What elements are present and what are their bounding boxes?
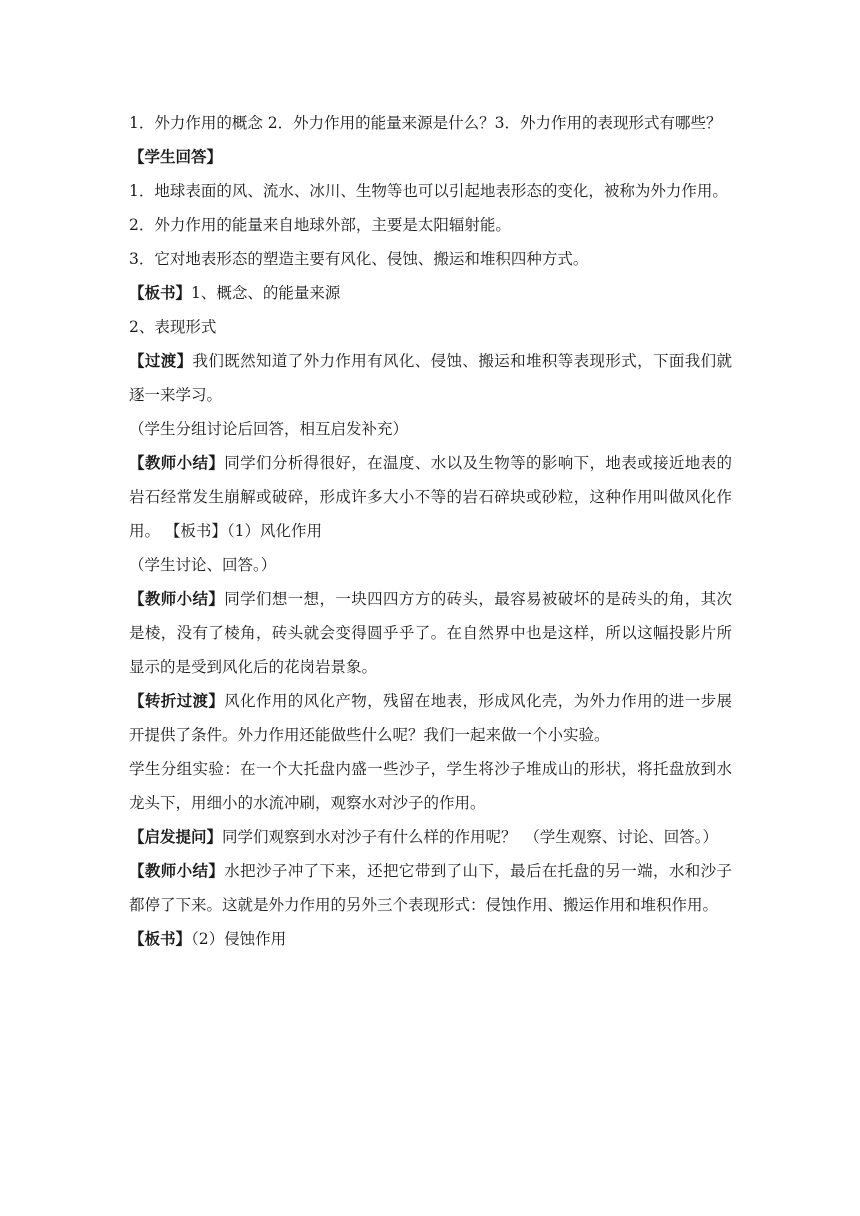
paragraph-board-1 bbox=[129, 276, 732, 310]
paragraph-text: 风化作用的风化产物，残留在地表，形成风化壳，为外力作用的进一步展开提供了条件。外力作用还能做些什么呢？我们一起来做一个小实验。 bbox=[129, 692, 732, 744]
paragraph-text: 同学们观察到水对沙子有什么样的作用呢？ （学生观察、讨论、回答。） bbox=[222, 828, 719, 846]
paragraph-tag: 【教师小结】 bbox=[129, 589, 225, 608]
paragraph-student-discussion bbox=[129, 548, 732, 582]
paragraph-text: 1．外力作用的概念 2．外力作用的能量来源是什么？3．外力作用的表现形式有哪些？ bbox=[129, 114, 722, 132]
paragraph-answer-1 bbox=[129, 174, 732, 208]
paragraph-teacher-summary-erosion bbox=[129, 854, 732, 922]
paragraph-text: 同学们想一想，一块四四方方的砖头，最容易被破坏的是砖头的角，其次是棱，没有了棱角，砖头就会变得圆乎乎了。在自然界中也是这样，所以这幅投影片所显示的是受到风化后的花岗岩景象。 bbox=[129, 590, 732, 676]
paragraph-text: 学生分组实验：在一个大托盘内盛一些沙子，学生将沙子堆成山的形状，将托盘放到水龙头下，用细小的水流冲刷，观察水对沙子的作用。 bbox=[129, 760, 732, 812]
paragraph-text: 2、表现形式 bbox=[129, 318, 217, 336]
paragraph-group-discussion bbox=[129, 412, 732, 446]
paragraph-text: 同学们分析得很好，在温度、水以及生物等的影响下，地表或接近地表的岩石经常发生崩解或破碎，形成许多大小不等的岩石碎块或砂粒，这种作用叫做风化作用。 【板书】（1）风化作用 bbox=[129, 454, 732, 540]
paragraph-text: 1．地球表面的风、流水、冰川、生物等也可以引起地表形态的变化，被称为外力作用。 bbox=[129, 182, 728, 200]
paragraph-tag: 【板书】 bbox=[129, 283, 192, 302]
paragraph-board-erosion bbox=[129, 922, 732, 956]
paragraph-teacher-summary-weathering bbox=[129, 446, 732, 548]
paragraph-tag: 【过渡】 bbox=[129, 351, 193, 370]
paragraph-tag: 【转折过渡】 bbox=[129, 691, 225, 710]
paragraph-questions bbox=[129, 106, 732, 140]
paragraph-text: 水把沙子冲了下来，还把它带到了山下，最后在托盘的另一端，水和沙子都停了下来。这就是外力作用的另外三个表现形式：侵蚀作用、搬运作用和堆积作用。 bbox=[129, 862, 732, 914]
paragraph-student-experiment bbox=[129, 752, 732, 820]
paragraph-board-2 bbox=[129, 310, 732, 344]
paragraph-tag: 【板书】 bbox=[129, 929, 192, 948]
paragraph-text: （学生分组讨论后回答，相互启发补充） bbox=[129, 420, 409, 438]
paragraph-text: 3．它对地表形态的塑造主要有风化、侵蚀、搬运和堆积四种方式。 bbox=[129, 250, 589, 268]
paragraph-answer-2 bbox=[129, 208, 732, 242]
paragraph-text: 2．外力作用的能量来自地球外部，主要是太阳辐射能。 bbox=[129, 216, 511, 234]
paragraph-transition bbox=[129, 344, 732, 412]
paragraph-text: 1、概念、的能量来源 bbox=[191, 284, 341, 302]
paragraph-answer-3 bbox=[129, 242, 732, 276]
paragraph-text: （学生讨论、回答。） bbox=[129, 556, 277, 574]
paragraph-student-answer-heading bbox=[129, 140, 732, 174]
paragraph-text: （2）侵蚀作用 bbox=[191, 930, 287, 948]
paragraph-teacher-summary-brick bbox=[129, 582, 732, 684]
paragraph-tag: 【教师小结】 bbox=[129, 453, 225, 472]
paragraph-tag: 【教师小结】 bbox=[129, 861, 225, 880]
paragraph-tag: 【学生回答】 bbox=[129, 147, 223, 166]
paragraph-text: 我们既然知道了外力作用有风化、侵蚀、搬运和堆积等表现形式，下面我们就逐一来学习。 bbox=[129, 352, 732, 404]
paragraph-turning-transition bbox=[129, 684, 732, 752]
paragraph-prompt-question bbox=[129, 820, 732, 854]
document-body bbox=[129, 106, 732, 956]
paragraph-tag: 【启发提问】 bbox=[129, 827, 223, 846]
